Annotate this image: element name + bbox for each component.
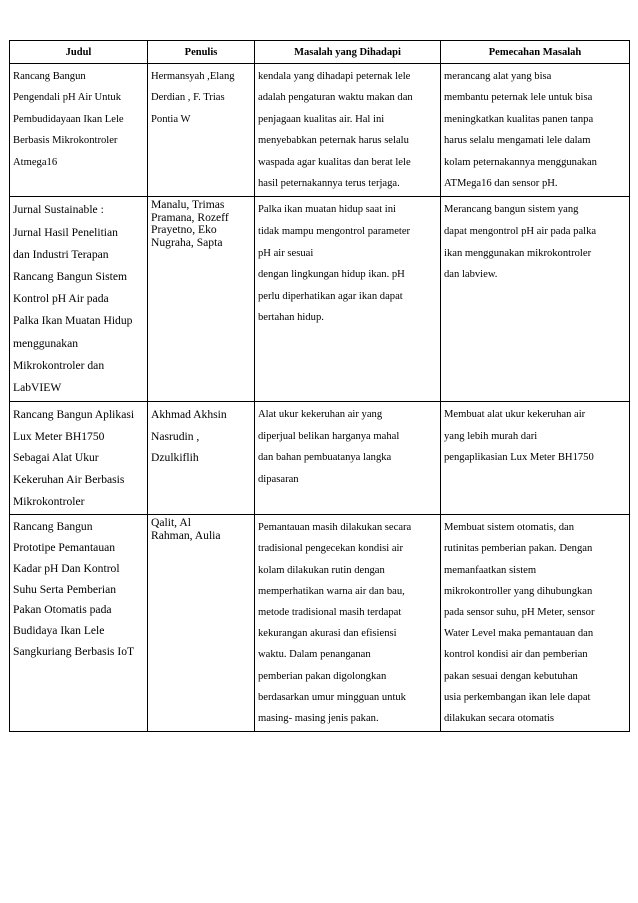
cell-text-line: Rancang Bangun Sistem: [13, 270, 127, 284]
cell-text-line: Dzulkiflih: [151, 451, 199, 465]
cell-text-line: Berbasis Mikrokontroler: [13, 135, 118, 147]
cell-text-line: Kadar pH Dan Kontrol: [13, 561, 120, 575]
cell-text-line: dengan lingkungan hidup ikan. pH: [258, 269, 405, 281]
cell-text-line: Prayetno, Eko: [151, 223, 217, 237]
cell-text-line: kolam dilakukan rutin dengan: [258, 564, 385, 576]
cell-text-line: rutinitas pemberian pakan. Dengan: [444, 543, 593, 555]
cell-pemecahan: [441, 197, 630, 402]
cell-text-line: menggunakan: [13, 336, 79, 350]
cell-text-line: hasil peternakannya terus terjaga.: [258, 178, 400, 190]
header-judul: Judul: [10, 41, 148, 64]
cell-masalah: [255, 64, 441, 197]
cell-text-line: waspada agar kualitas dan berat lele: [258, 156, 411, 168]
cell-text-line: memperhatikan warna air dan bau,: [258, 585, 405, 597]
cell-text-line: Merancang bangun sistem yang: [444, 204, 579, 216]
cell-text-line: ikan menggunakan mikrokontroler: [444, 247, 592, 259]
cell-text-line: Suhu Serta Pemberian: [13, 582, 117, 596]
cell-text-line: kendala yang dihadapi peternak lele: [258, 71, 411, 82]
cell-masalah: [255, 197, 441, 402]
cell-text-line: kontrol kondisi air dan pemberian: [444, 649, 588, 661]
table-row: [10, 515, 630, 732]
cell-text-line: Prototipe Pemantauan: [13, 541, 116, 555]
cell-text-line: meningkatkan kualitas panen tanpa: [444, 113, 594, 125]
table-row: [10, 402, 630, 515]
cell-text-line: pemberian pakan digolongkan: [258, 670, 387, 682]
cell-text-line: metode tradisional masih terdapat: [258, 607, 402, 619]
cell-text-line: pH air sesuai: [258, 247, 314, 259]
cell-text-line: usia perkembangan ikan lele dapat: [444, 691, 591, 703]
cell-text-line: Derdian , F. Trias: [151, 92, 225, 104]
cell-text-line: dan labview.: [444, 269, 498, 281]
cell-text-line: Sangkuriang Berbasis IoT: [13, 645, 135, 659]
cell-penulis: [148, 402, 255, 515]
cell-masalah: [255, 402, 441, 515]
cell-text-line: pakan sesuai dengan kebutuhan: [444, 670, 578, 682]
cell-text-line: Pramana, Rozeff: [151, 210, 229, 224]
cell-text-line: Atmega16: [13, 156, 58, 168]
cell-text-line: kekurangan akurasi dan efisiensi: [258, 628, 397, 640]
cell-text-line: Pemantauan masih dilakukan secara: [258, 522, 412, 534]
cell-text-line: Sebagai Alat Ukur: [13, 451, 99, 465]
cell-text-line: Pembudidayaan Ikan Lele: [13, 113, 124, 125]
cell-text-line: Budidaya Ikan Lele: [13, 624, 105, 638]
cell-text-line: Pontia W: [151, 113, 191, 125]
cell-text-line: Alat ukur kekeruhan air yang: [258, 409, 383, 421]
cell-text-line: pada sensor suhu, pH Meter, sensor: [444, 607, 595, 619]
cell-text-line: Mikrokontroler: [13, 494, 85, 508]
cell-masalah: [255, 515, 441, 732]
cell-text-line: dan bahan pembuatanya langka: [258, 452, 392, 464]
cell-judul: [10, 64, 148, 197]
cell-text-line: kolam peternakannya menggunakan: [444, 156, 597, 168]
cell-text-line: Pengendali pH Air Untuk: [13, 92, 121, 104]
cell-text-line: penjagaan kualitas air. Hal ini: [258, 113, 385, 125]
cell-penulis: [148, 197, 255, 402]
cell-text-line: Nugraha, Sapta: [151, 235, 223, 249]
cell-text-line: Hermansyah ,Elang: [151, 71, 235, 82]
header-penulis: Penulis: [148, 41, 255, 64]
cell-text-line: dapat mengontrol pH air pada palka: [444, 226, 597, 238]
cell-text-line: Pakan Otomatis pada: [13, 603, 112, 617]
header-masalah: Masalah yang Dihadapi: [255, 41, 441, 64]
cell-text-line: memanfaatkan sistem: [444, 564, 537, 576]
cell-pemecahan: [441, 402, 630, 515]
cell-text-line: adalah pengaturan waktu makan dan: [258, 92, 413, 104]
cell-text-line: dilakukan secara otomatis: [444, 713, 555, 725]
cell-text-line: bertahan hidup.: [258, 312, 324, 324]
cell-text-line: membantu peternak lele untuk bisa: [444, 92, 593, 104]
cell-text-line: Membuat sistem otomatis, dan: [444, 522, 575, 534]
cell-text-line: Water Level maka pemantauan dan: [444, 628, 594, 640]
cell-text-line: harus selalu mengamati lele dalam: [444, 135, 591, 147]
literature-table: [9, 40, 630, 732]
header-pemecahan: Pemecahan Masalah: [441, 41, 630, 64]
cell-judul: [10, 402, 148, 515]
cell-text-line: waktu. Dalam penanganan: [258, 649, 371, 661]
cell-pemecahan: [441, 515, 630, 732]
cell-text-line: perlu diperhatikan agar ikan dapat: [258, 290, 403, 302]
table-row: [10, 64, 630, 197]
cell-text-line: pengaplikasian Lux Meter BH1750: [444, 452, 594, 464]
cell-text-line: diperjual belikan harganya mahal: [258, 430, 400, 442]
cell-text-line: Rancang Bangun: [13, 520, 93, 534]
table-row: [10, 197, 630, 402]
cell-text-line: LabVIEW: [13, 381, 62, 395]
cell-judul: [10, 515, 148, 732]
cell-text-line: ATMega16 dan sensor pH.: [444, 178, 558, 190]
cell-text-line: menyebabkan peternak harus selalu: [258, 135, 409, 147]
cell-text-line: dan Industri Terapan: [13, 247, 109, 261]
cell-text-line: masing- masing jenis pakan.: [258, 713, 379, 725]
cell-text-line: Nasrudin ,: [151, 429, 200, 443]
cell-text-line: yang lebih murah dari: [444, 430, 538, 442]
cell-text-line: merancang alat yang bisa: [444, 71, 552, 82]
cell-text-line: Qalit, Al: [151, 516, 191, 530]
cell-text-line: Kontrol pH Air pada: [13, 292, 109, 306]
cell-text-line: tidak mampu mengontrol parameter: [258, 226, 411, 238]
cell-text-line: mikrokontroller yang dihubungkan: [444, 585, 593, 597]
cell-text-line: Membuat alat ukur kekeruhan air: [444, 409, 586, 421]
cell-text-line: berdasarkan umur mingguan untuk: [258, 691, 406, 703]
cell-text-line: tradisional pengecekan kondisi air: [258, 543, 404, 555]
cell-penulis: [148, 515, 255, 732]
cell-text-line: dipasaran: [258, 474, 299, 486]
table-header-row: [10, 41, 630, 64]
cell-text-line: Akhmad Akhsin: [151, 408, 227, 422]
cell-text-line: Lux Meter BH1750: [13, 429, 105, 443]
cell-penulis: [148, 64, 255, 197]
cell-text-line: Kekeruhan Air Berbasis: [13, 473, 125, 487]
cell-text-line: Jurnal Hasil Penelitian: [13, 225, 118, 239]
cell-text-line: Rancang Bangun Aplikasi: [13, 408, 135, 422]
cell-pemecahan: [441, 64, 630, 197]
cell-text-line: Jurnal Sustainable :: [13, 203, 104, 217]
cell-text-line: Palka ikan muatan hidup saat ini: [258, 204, 396, 216]
cell-text-line: Rancang Bangun: [13, 71, 86, 82]
cell-text-line: Palka Ikan Muatan Hidup: [13, 314, 133, 328]
cell-judul: [10, 197, 148, 402]
cell-text-line: Mikrokontroler dan: [13, 358, 105, 372]
cell-text-line: Rahman, Aulia: [151, 528, 221, 542]
cell-text-line: Manalu, Trimas: [151, 198, 225, 212]
